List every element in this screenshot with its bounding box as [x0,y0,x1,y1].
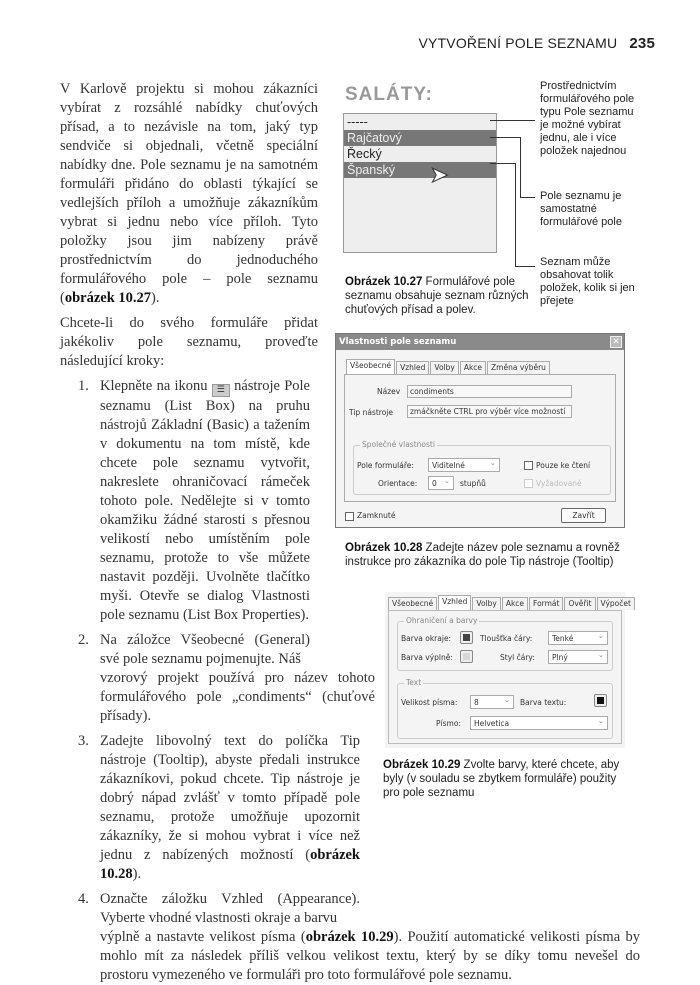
salads-heading: SALÁTY: [345,84,433,105]
step-4-cont: výplně a nastavte velikost písma (obrázek 10.29). Použití automatické velikosti písma by mohlo mít za následek příliš velkou velikost textu, který by se díky tomu nevešel do prostoru vymezeného ve formuláři pro toto formulářové pole seznamu. [100,929,641,983]
annotation: Prostřednictvím formulářového pole typu Pole seznamu je možné vybírat jednu, ale i více položek najednou [540,80,635,157]
paragraph-steps-intro: Chcete-li do svého formuláře přidat jakékoliv pole seznamu, proveďte následující kroky: [60,315,318,369]
required-label: Vyžadované [536,479,582,488]
border-color-label: Barva okraje: [401,634,452,643]
figure-caption: Obrázek 10.28 Zadejte název pole seznamu a rovněž instrukce pro zákazníka do pole Tip nástroje (Tooltip) [345,542,620,568]
callout-line [490,163,515,164]
list-item[interactable]: Španský [344,162,496,178]
form-field-select[interactable]: Viditelné ⌄ [428,458,500,472]
callout-line [490,120,535,121]
border-color-swatch[interactable] [460,631,473,644]
tab-actions[interactable]: Akce [502,597,528,610]
readonly-label: Pouze ke čtení [536,461,591,470]
tab-general[interactable]: Všeobecné [346,359,395,374]
orientation-unit: stupňů [460,479,486,488]
appearance-tab-panel [385,592,631,748]
readonly-checkbox[interactable] [524,461,533,470]
font-label: Písmo: [436,719,461,728]
tab-validate[interactable]: Ověřit [564,597,595,610]
annotation: Pole seznamu je samostatné formulářové pole [540,190,622,228]
step-2: 2. Na záložce Všeobecné (General) své pole seznamu pojmenujte. Náš [78,632,310,667]
figure-ref: obrázek 10.27 [64,290,152,306]
list-box-tool-icon: ☰ [212,384,230,397]
callout-line [490,137,520,138]
font-size-label: Velikost písma: [401,698,458,707]
tab-actions[interactable]: Akce [460,361,486,374]
form-field-label: Pole formuláře: [357,461,414,470]
paragraph-intro: V Karlově projektu si mohou zákazníci vybírat z rozsáhlé nabídky chuťových přísad, a to nezávisle na tom, jaký typ sendviče si objednali, včetně speciální nabídky dne. Pole seznamu je na samotném formuláři přidáno do oblasti týkající se vedlejších příloh a umožňuje zákazníkům vybrat si jednu nebo více příloh. Tyto položky jsou jim nabízeny právě prostřednictvím do jednoduchého formulářového pole – pole seznamu (obrázek 10.27). [60,81,318,306]
running-header [418,35,655,52]
chapter-title: VYTVOŘENÍ POLE SEZNAMU [418,35,618,51]
step-2-cont: vzorový projekt používá pro název tohoto formulářového pole „condiments“ (chuťové přísady). [100,670,375,724]
tab-options[interactable]: Volby [430,361,458,374]
callout-line [515,266,535,267]
annotation: Seznam může obsahovat tolik položek, kolik si jen přejete [540,256,635,307]
tab-appearance[interactable]: Vzhled [396,361,429,374]
close-icon[interactable]: ✕ [610,336,622,348]
line-style-select[interactable]: Plný ⌄ [548,650,608,664]
line-width-select[interactable]: Tenké ⌄ [548,631,608,645]
step-1: 1. Klepněte na ikonu ☰ nástroje Pole seznamu (List Box) na pruhu nástrojů Základní (Basic) a tažením v dokumentu na tom místě, kde chcete pole seznamu vytvořit, nakreslete ohraničovací rámeček tohoto pole. Nedělejte si v tomto okamžiku žádné starosti s přesnou velikostí nebo umístěním pole seznamu, protože to vše můžete nastavit později. Uvolněte tlačítko myši. Otevře se dialog Vlastnosti pole seznamu (List Box Properties). [78,378,310,623]
orientation-label: Orientace: [378,479,418,488]
name-input[interactable]: condiments [407,385,572,398]
orientation-select[interactable]: 0 ⌄ [428,476,454,490]
group-label: Ohraničení a barvy [406,616,478,625]
tab-general[interactable]: Všeobecné [388,597,437,610]
tab-format[interactable]: Formát [529,597,563,610]
list-item[interactable]: Rajčatový [344,130,496,146]
list-item[interactable]: Řecký [347,147,382,161]
figure-caption: Obrázek 10.29 Zvolte barvy, které chcete, aby byly (v souladu se zbytkem formuláře) použity pro pole seznamu [383,759,620,799]
dialog-titlebar: Vlastnosti pole seznamu ✕ [336,334,624,350]
tab-appearance[interactable]: Vzhled [438,595,471,610]
tab-options[interactable]: Volby [472,597,500,610]
required-checkbox[interactable] [524,479,533,488]
font-size-select[interactable]: 8 ⌄ [470,695,514,709]
fill-color-swatch[interactable] [460,650,473,663]
figure-caption: Obrázek 10.27 Formulářové pole seznamu obsahuje seznam různých chuťových přísad a polev. [345,276,529,316]
close-button[interactable]: Zavřít [561,508,606,523]
callout-line [520,137,521,197]
text-color-swatch[interactable] [594,694,607,707]
name-label: Název [377,387,401,396]
tooltip-input[interactable]: zmáčkněte CTRL pro výběr více možností [407,405,572,418]
locked-label: Zamknuté [357,511,396,520]
callout-line [520,197,535,198]
font-select[interactable]: Helvetica ⌄ [470,716,608,730]
page-number: 235 [629,35,655,52]
tab-selection-change[interactable]: Změna výběru [487,361,550,374]
list-box-properties-dialog [335,333,625,528]
salad-list-box[interactable] [343,113,497,253]
line-width-label: Tloušťka čáry: [480,634,533,643]
group-label: Text [406,678,422,687]
list-item[interactable]: ----- [347,115,368,129]
callout-line [515,163,516,266]
step-4: 4. Označte záložku Vzhled (Appearance). Vyberte vhodné vlastnosti okraje a barvu [78,891,360,926]
locked-checkbox[interactable] [345,512,354,521]
line-style-label: Styl čáry: [500,653,535,662]
step-3: 3. Zadejte libovolný text do políčka Tip nástroje (Tooltip), abyste předali instrukce zákazníkovi, pokud chcete. Tip nástroje je dobrý nápad zvlášť v tomto případě pole seznamu, protože umožňuje upozornit zákazníky, že si mohou vybrat i více než jednu z nabízených možností (obrázek 10.28). [78,733,360,882]
tab-calculate[interactable]: Výpočet [597,597,635,610]
tooltip-label: Tip nástroje [349,408,393,417]
fill-color-label: Barva výplně: [401,653,453,662]
cursor-arrow-icon: ➤ [430,162,449,187]
group-label: Společné vlastnosti [362,440,435,449]
text-color-label: Barva textu: [520,698,567,707]
